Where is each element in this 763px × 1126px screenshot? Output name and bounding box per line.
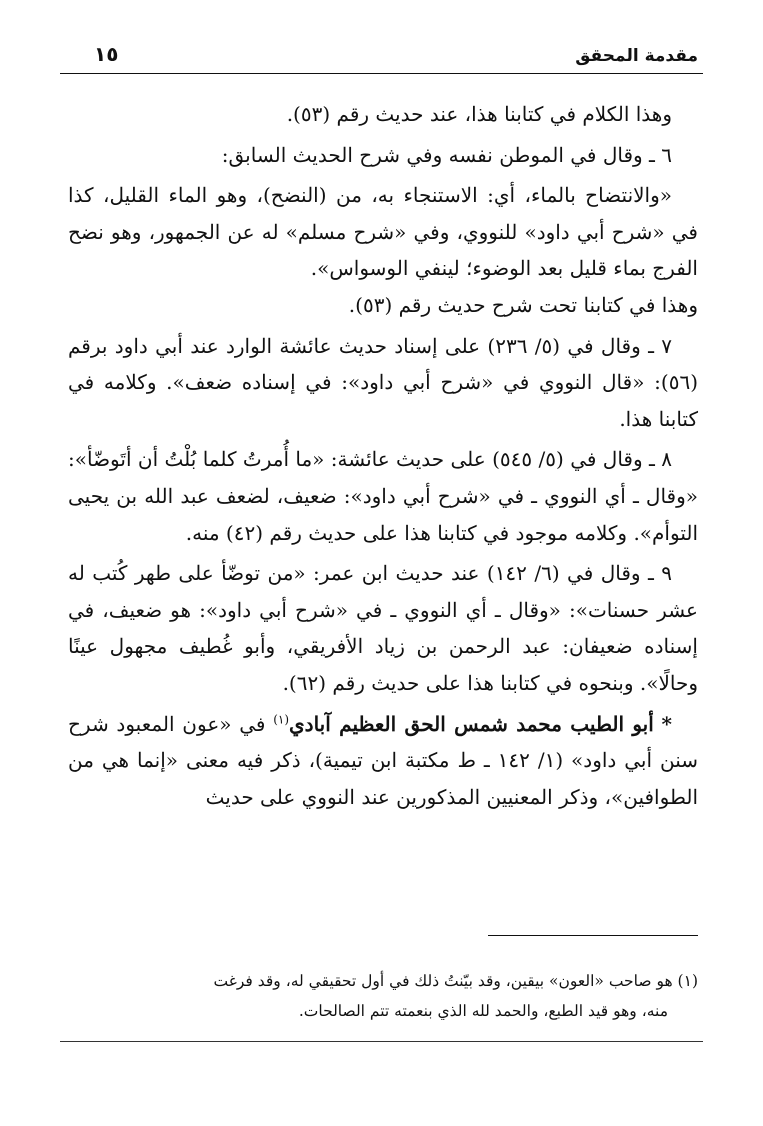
scholar-name: أبو الطيب محمد شمس الحق العظيم آبادي bbox=[289, 711, 654, 736]
footnote-line: منه، وهو قيد الطبع، والحمد لله الذي بنعمته تتم الصالحات. bbox=[298, 1002, 668, 1020]
paragraph: ٦ ـ وقال في الموطن نفسه وفي شرح الحديث السابق: bbox=[221, 142, 672, 167]
paragraph-text: في «عون المعبود شرح سنن أبي داود» (١/ ١٤٢ ـ ط مكتبة ابن تيمية)، ذكر فيه معنى «إنما هي من الطوافين»، وذكر المعنيين المذكورين عند النووي على حديث bbox=[68, 711, 698, 809]
running-title: مقدمة المحقق bbox=[575, 46, 698, 66]
paragraph bbox=[68, 706, 698, 816]
bottom-divider bbox=[60, 1041, 703, 1042]
paragraph: ٧ ـ وقال في (٥/ ٢٣٦) على إسناد حديث عائشة الوارد عند أبي داود برقم (٥٦): «قال النووي في «شرح أبي داود»: في إسناده ضعف». وكلامه في كتابنا هذا. bbox=[68, 333, 698, 431]
main-text bbox=[68, 96, 698, 815]
page-number: ١٥ bbox=[94, 42, 119, 66]
header-divider bbox=[60, 73, 703, 74]
footnote-line: (١) هو صاحب «العون» بيقين، وقد بيّنتُ ذلك في أول تحقيقي له، وقد فرغت bbox=[213, 972, 698, 990]
paragraph: ٨ ـ وقال في (٥/ ٥٤٥) على حديث عائشة: «ما أُمرتُ كلما بُلْتُ أن أتَوضّأ»: «وقال ـ أي النووي ـ في «شرح أبي داود»: ضعيف، لضعف عبد الله بن يحيى التوأم». وكلامه موجود في كتابنا هذا على حديث رقم (٤٢) منه. bbox=[68, 447, 698, 545]
footnote-divider bbox=[488, 935, 698, 936]
footnote-ref[interactable]: (١) bbox=[273, 711, 290, 726]
page-header bbox=[80, 34, 700, 74]
paragraph: ٩ ـ وقال في (٦/ ١٤٢) عند حديث ابن عمر: «من توضّأ على طهر كُتب له عشر حسنات»: «وقال ـ أي النووي ـ في «شرح أبي داود»: هو ضعيف، في إسناده ضعيفان: عبد الرحمن بن زياد الأفريقي، وأبو غُطيف مجهول عينًا وحالًا». وبنحوه في كتابنا هذا على حديث رقم (٦٢). bbox=[68, 561, 698, 695]
star-marker: * bbox=[661, 711, 672, 736]
paragraph: وهذا في كتابنا تحت شرح حديث رقم (٥٣). bbox=[348, 292, 698, 317]
quote-paragraph: «والانتضاح بالماء، أي: الاستنجاء به، من (النضح)، وهو الماء القليل، كذا في «شرح أبي داود» للنووي، وفي «شرح مسلم» له عن الجمهور، وهو نضح الفرج بماء قليل بعد الوضوء؛ لينفي الوسواس». bbox=[68, 183, 698, 281]
paragraph: وهذا الكلام في كتابنا هذا، عند حديث رقم (٥٣). bbox=[286, 102, 672, 126]
footnote bbox=[74, 966, 698, 1026]
